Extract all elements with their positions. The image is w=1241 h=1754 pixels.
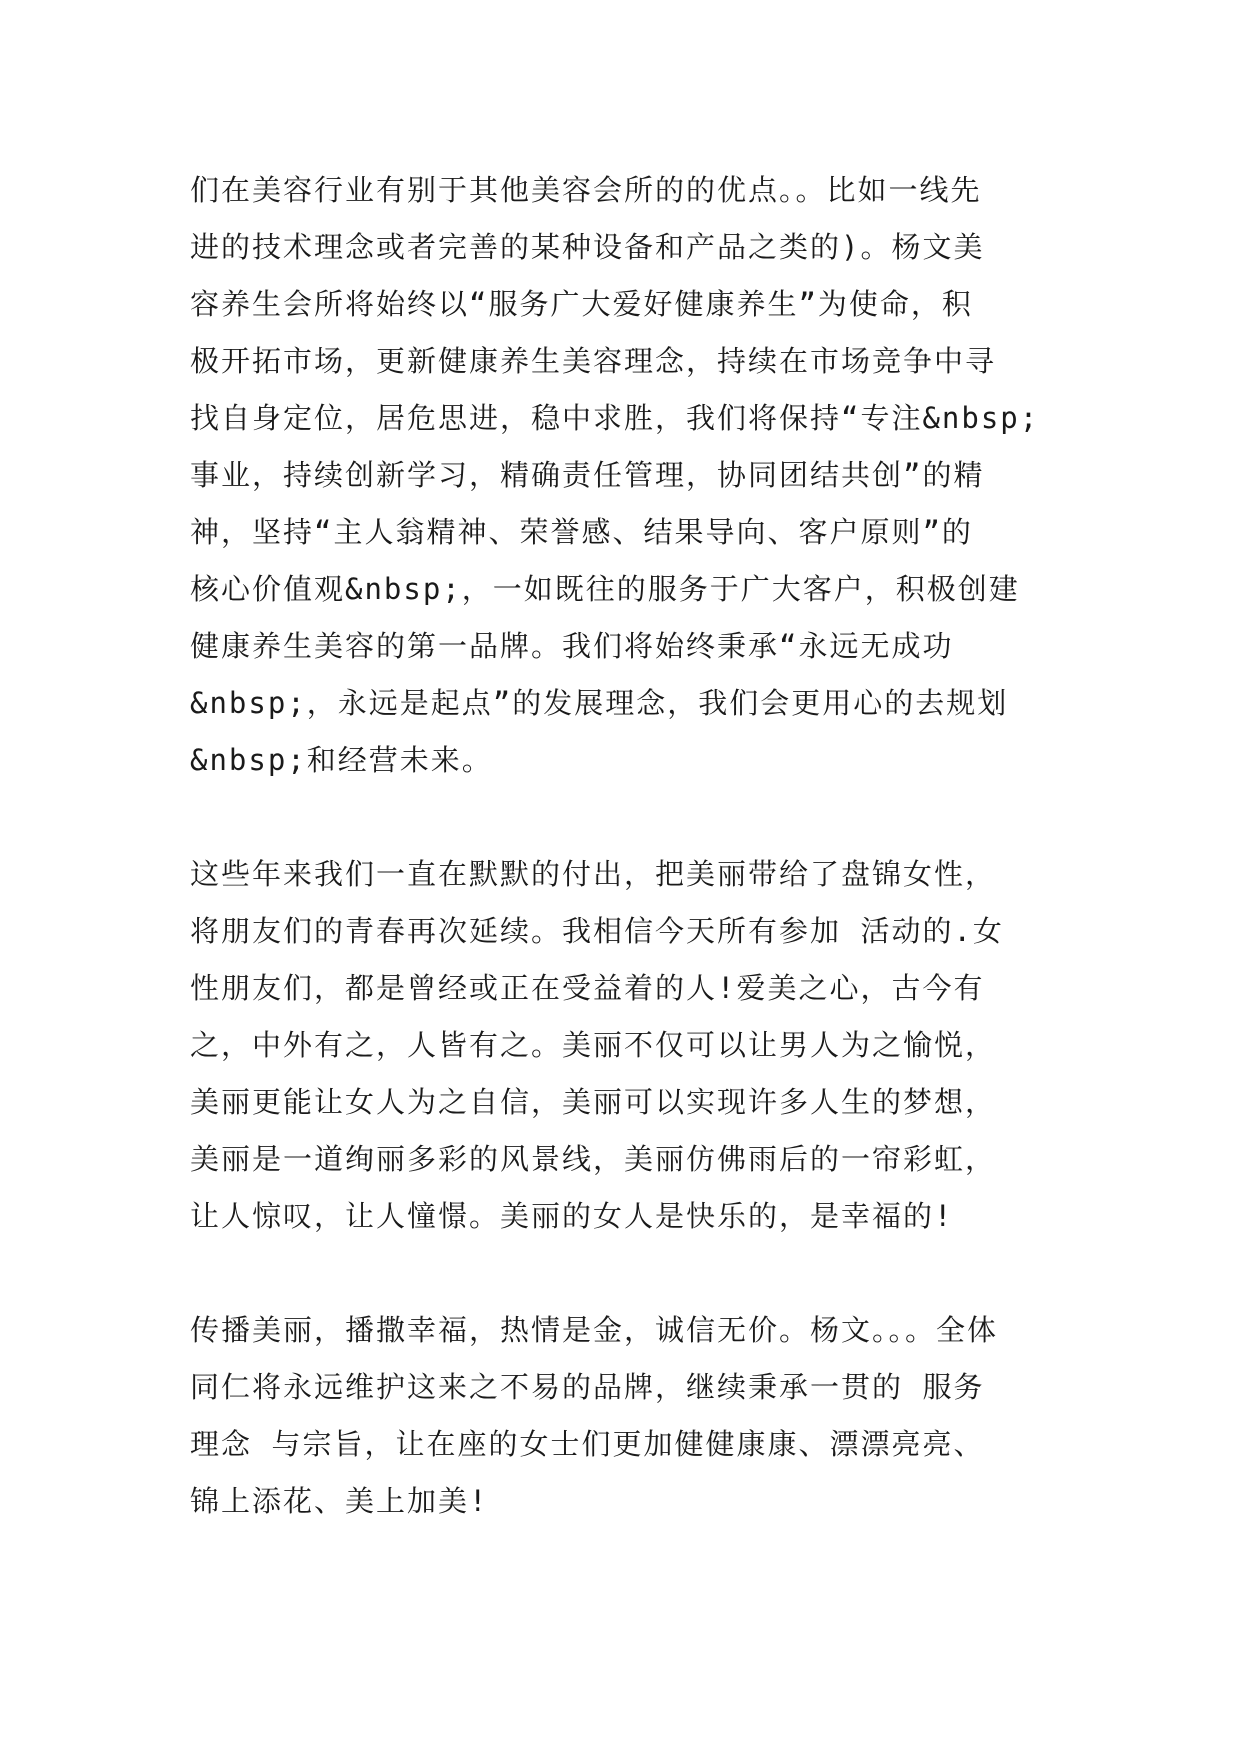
text-line: &nbsp;和经营未来。 [190, 743, 493, 777]
paragraph-1 [190, 162, 1070, 789]
text-line: 将朋友们的青春再次延续。我相信今天所有参加 活动的.女 [190, 914, 1004, 948]
text-line: 这些年来我们一直在默默的付出，把美丽带给了盘锦女性， [190, 857, 997, 891]
text-line: 们在美容行业有别于其他美容会所的的优点。。比如一线先 [190, 173, 982, 207]
text-line: 同仁将永远维护这来之不易的品牌，继续秉承一贯的 服务 [190, 1370, 985, 1404]
text-line: 进的技术理念或者完善的某种设备和产品之类的)。杨文美 [190, 230, 985, 264]
text-line: 美丽是一道绚丽多彩的风景线，美丽仿佛雨后的一帘彩虹， [190, 1142, 997, 1176]
document-body [190, 162, 1070, 1587]
text-line: 传播美丽，播撒幸福，热情是金，诚信无价。杨文。。。全体 [190, 1313, 999, 1347]
paragraph-3 [190, 1302, 1070, 1530]
text-line: 事业，持续创新学习，精确责任管理，协同团结共创”的精 [190, 458, 985, 492]
text-line: 之，中外有之，人皆有之。美丽不仅可以让男人为之愉悦， [190, 1028, 997, 1062]
text-line: 锦上添花、美上加美! [190, 1484, 489, 1518]
text-line: 健康养生美容的第一品牌。我们将始终秉承“永远无成功 [190, 629, 954, 663]
text-line: 容养生会所将始终以“服务广大爱好健康养生”为使命，积 [190, 287, 973, 321]
text-line: 极开拓市场，更新健康养生美容理念，持续在市场竞争中寻 [190, 344, 997, 378]
text-line: 核心价值观&nbsp;，一如既往的服务于广大客户，积极创建 [190, 572, 1020, 606]
text-line: 性朋友们，都是曾经或正在受益着的人!爱美之心，古今有 [190, 971, 985, 1005]
text-line: 让人惊叹，让人憧憬。美丽的女人是快乐的，是幸福的! [190, 1199, 954, 1233]
text-line: 美丽更能让女人为之自信，美丽可以实现许多人生的梦想， [190, 1085, 997, 1119]
text-line: 神，坚持“主人翁精神、荣誉感、结果导向、客户原则”的 [190, 515, 973, 549]
text-line: 理念 与宗旨，让在座的女士们更加健健康康、漂漂亮亮、 [190, 1427, 985, 1461]
text-line: &nbsp;，永远是起点”的发展理念，我们会更用心的去规划 [190, 686, 1009, 720]
paragraph-2 [190, 846, 1070, 1245]
text-line: 找自身定位，居危思进，稳中求胜，我们将保持“专注&nbsp; [190, 401, 1040, 435]
